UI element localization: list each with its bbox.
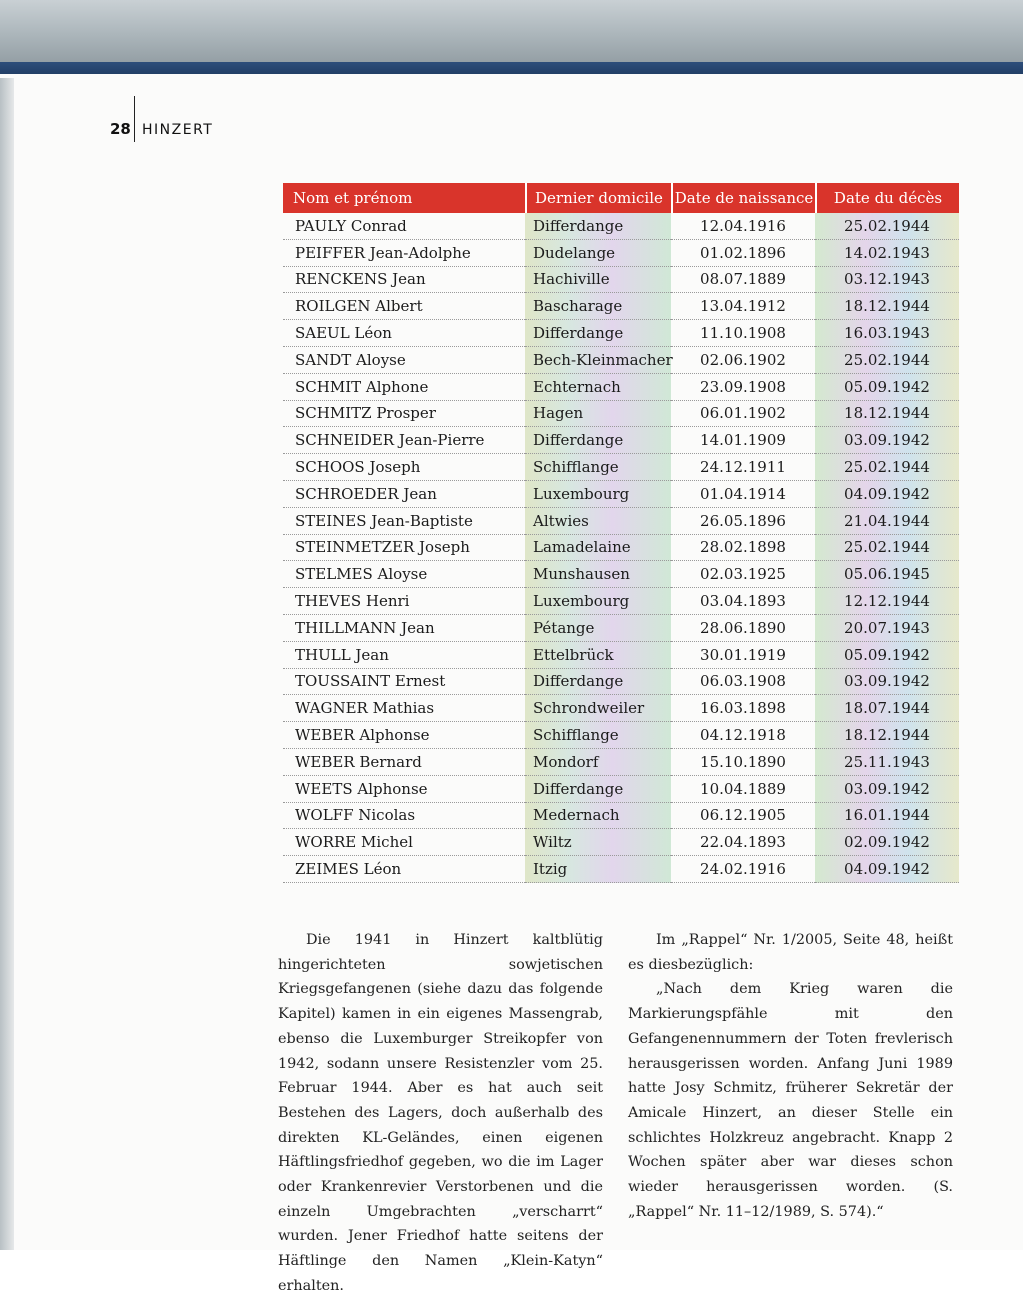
victims-table — [283, 183, 959, 883]
cell-birth-date: 02.06.1902 — [671, 347, 815, 374]
cell-birth-date: 13.04.1912 — [671, 293, 815, 320]
cell-birth-date: 03.04.1893 — [671, 588, 815, 615]
table-row — [283, 803, 959, 830]
cell-domicile: Wiltz — [525, 829, 671, 856]
left-text-column — [278, 928, 603, 1299]
cell-birth-date: 06.01.1902 — [671, 401, 815, 428]
table-body — [283, 213, 959, 883]
cell-death-date: 16.01.1944 — [815, 803, 959, 830]
table-row — [283, 776, 959, 803]
header-death-date: Date du décès — [815, 183, 959, 213]
cell-name: STEINES Jean-Baptiste — [283, 508, 525, 535]
header-divider — [134, 96, 135, 142]
cell-domicile: Luxembourg — [525, 481, 671, 508]
running-title: HINZERT — [142, 122, 214, 138]
cell-name: WAGNER Mathias — [283, 695, 525, 722]
cell-name: THULL Jean — [283, 642, 525, 669]
cell-name: WOLFF Nicolas — [283, 803, 525, 830]
cell-name: THILLMANN Jean — [283, 615, 525, 642]
cell-birth-date: 15.10.1890 — [671, 749, 815, 776]
cell-birth-date: 11.10.1908 — [671, 320, 815, 347]
table-row — [283, 695, 959, 722]
cell-death-date: 03.09.1942 — [815, 669, 959, 696]
table-row — [283, 669, 959, 696]
table-header — [283, 183, 959, 213]
cell-death-date: 14.02.1943 — [815, 240, 959, 267]
cell-domicile: Hagen — [525, 401, 671, 428]
cell-birth-date: 24.02.1916 — [671, 856, 815, 883]
cell-domicile: Echternach — [525, 374, 671, 401]
table-row — [283, 240, 959, 267]
cell-death-date: 03.12.1943 — [815, 267, 959, 294]
cell-death-date: 25.02.1944 — [815, 347, 959, 374]
table-row — [283, 561, 959, 588]
left-paragraph: Die 1941 in Hinzert kaltblütig hingerichteten sowjetischen Kriegsgefangenen (siehe dazu das folgende Kapitel) kamen in ein eigenes Massengrab, ebenso die Luxemburger Streikopfer von 1942, sodann unsere Resistenzler vom 25. Februar 1944. Aber es hat auch seit Bestehen des Lagers, doch außerhalb des direkten KL-Geländes, einen eigenen Häftlingsfriedhof gegeben, wo die im Lager oder Krankenrevier Verstorbenen und die einzeln Umgebrachten „verscharrt“ wurden. Jener Friedhof hatte seitens der Häftlinge den Namen „Klein-Katyn“ erhalten. — [278, 932, 603, 1294]
cell-birth-date: 01.02.1896 — [671, 240, 815, 267]
cell-death-date: 25.11.1943 — [815, 749, 959, 776]
cell-name: WEBER Bernard — [283, 749, 525, 776]
cell-name: SCHROEDER Jean — [283, 481, 525, 508]
table-row — [283, 213, 959, 240]
cell-birth-date: 14.01.1909 — [671, 427, 815, 454]
cell-name: ZEIMES Léon — [283, 856, 525, 883]
cell-name: STELMES Aloyse — [283, 561, 525, 588]
cell-birth-date: 30.01.1919 — [671, 642, 815, 669]
cell-death-date: 25.02.1944 — [815, 535, 959, 562]
cell-domicile: Lamadelaine — [525, 535, 671, 562]
cell-name: WORRE Michel — [283, 829, 525, 856]
cell-birth-date: 23.09.1908 — [671, 374, 815, 401]
cell-birth-date: 16.03.1898 — [671, 695, 815, 722]
cell-birth-date: 04.12.1918 — [671, 722, 815, 749]
table-row — [283, 829, 959, 856]
scan-background-top — [0, 0, 1023, 70]
table-row — [283, 267, 959, 294]
cell-domicile: Altwies — [525, 508, 671, 535]
cell-name: PEIFFER Jean-Adolphe — [283, 240, 525, 267]
cell-birth-date: 26.05.1896 — [671, 508, 815, 535]
cell-birth-date: 06.03.1908 — [671, 669, 815, 696]
cell-death-date: 12.12.1944 — [815, 588, 959, 615]
page-gutter-shadow — [0, 78, 14, 1250]
cell-death-date: 05.09.1942 — [815, 374, 959, 401]
cell-domicile: Munshausen — [525, 561, 671, 588]
table-row — [283, 401, 959, 428]
cell-birth-date: 10.04.1889 — [671, 776, 815, 803]
table-row — [283, 588, 959, 615]
cell-domicile: Bascharage — [525, 293, 671, 320]
cell-domicile: Mondorf — [525, 749, 671, 776]
page-number: 28 — [110, 120, 131, 138]
cell-death-date: 05.09.1942 — [815, 642, 959, 669]
right-text-column — [628, 928, 953, 1224]
cell-domicile: Itzig — [525, 856, 671, 883]
cell-birth-date: 28.06.1890 — [671, 615, 815, 642]
cell-death-date: 03.09.1942 — [815, 427, 959, 454]
cell-death-date: 18.12.1944 — [815, 722, 959, 749]
cell-name: RENCKENS Jean — [283, 267, 525, 294]
cell-name: SCHMIT Alphone — [283, 374, 525, 401]
cell-domicile: Schifflange — [525, 722, 671, 749]
table-row — [283, 293, 959, 320]
table-row — [283, 481, 959, 508]
right-intro-paragraph: Im „Rappel“ Nr. 1/2005, Seite 48, heißt es diesbezüglich: — [628, 932, 953, 973]
cell-name: PAULY Conrad — [283, 213, 525, 240]
table-row — [283, 427, 959, 454]
cell-name: THEVES Henri — [283, 588, 525, 615]
cell-death-date: 18.12.1944 — [815, 401, 959, 428]
table-row — [283, 347, 959, 374]
cell-domicile: Dudelange — [525, 240, 671, 267]
cell-name: SANDT Aloyse — [283, 347, 525, 374]
cell-death-date: 21.04.1944 — [815, 508, 959, 535]
cell-name: SCHOOS Joseph — [283, 454, 525, 481]
table-row — [283, 749, 959, 776]
cell-name: SCHNEIDER Jean-Pierre — [283, 427, 525, 454]
cell-death-date: 03.09.1942 — [815, 776, 959, 803]
cell-domicile: Differdange — [525, 320, 671, 347]
cell-birth-date: 24.12.1911 — [671, 454, 815, 481]
cell-death-date: 18.07.1944 — [815, 695, 959, 722]
header-birth-date: Date de naissance — [671, 183, 815, 213]
right-quote-paragraph: „Nach dem Krieg waren die Markierungspfähle mit den Gefangenennummern der Toten frevlerisch herausgerissen worden. Anfang Juni 1989 hatte Josy Schmitz, früherer Sekretär der Amicale Hinzert, an dieser Stelle ein schlichtes Holzkreuz angebracht. Knapp 2 Wochen später aber war dieses schon wieder herausgerissen worden. (S. „Rappel“ Nr. 11–12/1989, S. 574).“ — [628, 981, 953, 1220]
cell-birth-date: 01.04.1914 — [671, 481, 815, 508]
table-row — [283, 642, 959, 669]
cell-domicile: Differdange — [525, 427, 671, 454]
cell-name: STEINMETZER Joseph — [283, 535, 525, 562]
cell-death-date: 02.09.1942 — [815, 829, 959, 856]
cell-domicile: Differdange — [525, 776, 671, 803]
cell-domicile: Luxembourg — [525, 588, 671, 615]
cell-name: SAEUL Léon — [283, 320, 525, 347]
cell-domicile: Schrondweiler — [525, 695, 671, 722]
cell-domicile: Medernach — [525, 803, 671, 830]
cell-death-date: 20.07.1943 — [815, 615, 959, 642]
table-row — [283, 722, 959, 749]
cell-death-date: 25.02.1944 — [815, 454, 959, 481]
cell-domicile: Bech-Kleinmacher — [525, 347, 671, 374]
cell-name: WEETS Alphonse — [283, 776, 525, 803]
table-row — [283, 454, 959, 481]
cell-domicile: Hachiville — [525, 267, 671, 294]
cell-death-date: 05.06.1945 — [815, 561, 959, 588]
cell-name: TOUSSAINT Ernest — [283, 669, 525, 696]
cell-death-date: 04.09.1942 — [815, 856, 959, 883]
header-name: Nom et prénom — [293, 189, 413, 207]
cell-domicile: Schifflange — [525, 454, 671, 481]
cell-birth-date: 08.07.1889 — [671, 267, 815, 294]
cell-birth-date: 12.04.1916 — [671, 213, 815, 240]
table-row — [283, 856, 959, 883]
cell-death-date: 16.03.1943 — [815, 320, 959, 347]
table-row — [283, 615, 959, 642]
cell-birth-date: 06.12.1905 — [671, 803, 815, 830]
table-row — [283, 320, 959, 347]
cell-domicile: Ettelbrück — [525, 642, 671, 669]
cell-domicile: Differdange — [525, 669, 671, 696]
cell-death-date: 18.12.1944 — [815, 293, 959, 320]
table-row — [283, 535, 959, 562]
cell-birth-date: 22.04.1893 — [671, 829, 815, 856]
cell-domicile: Pétange — [525, 615, 671, 642]
cell-birth-date: 02.03.1925 — [671, 561, 815, 588]
cell-birth-date: 28.02.1898 — [671, 535, 815, 562]
cell-name: SCHMITZ Prosper — [283, 401, 525, 428]
cell-name: ROILGEN Albert — [283, 293, 525, 320]
cell-domicile: Differdange — [525, 213, 671, 240]
table-row — [283, 508, 959, 535]
cell-name: WEBER Alphonse — [283, 722, 525, 749]
cell-death-date: 25.02.1944 — [815, 213, 959, 240]
table-row — [283, 374, 959, 401]
cell-death-date: 04.09.1942 — [815, 481, 959, 508]
header-domicile: Dernier domicile — [525, 183, 671, 213]
